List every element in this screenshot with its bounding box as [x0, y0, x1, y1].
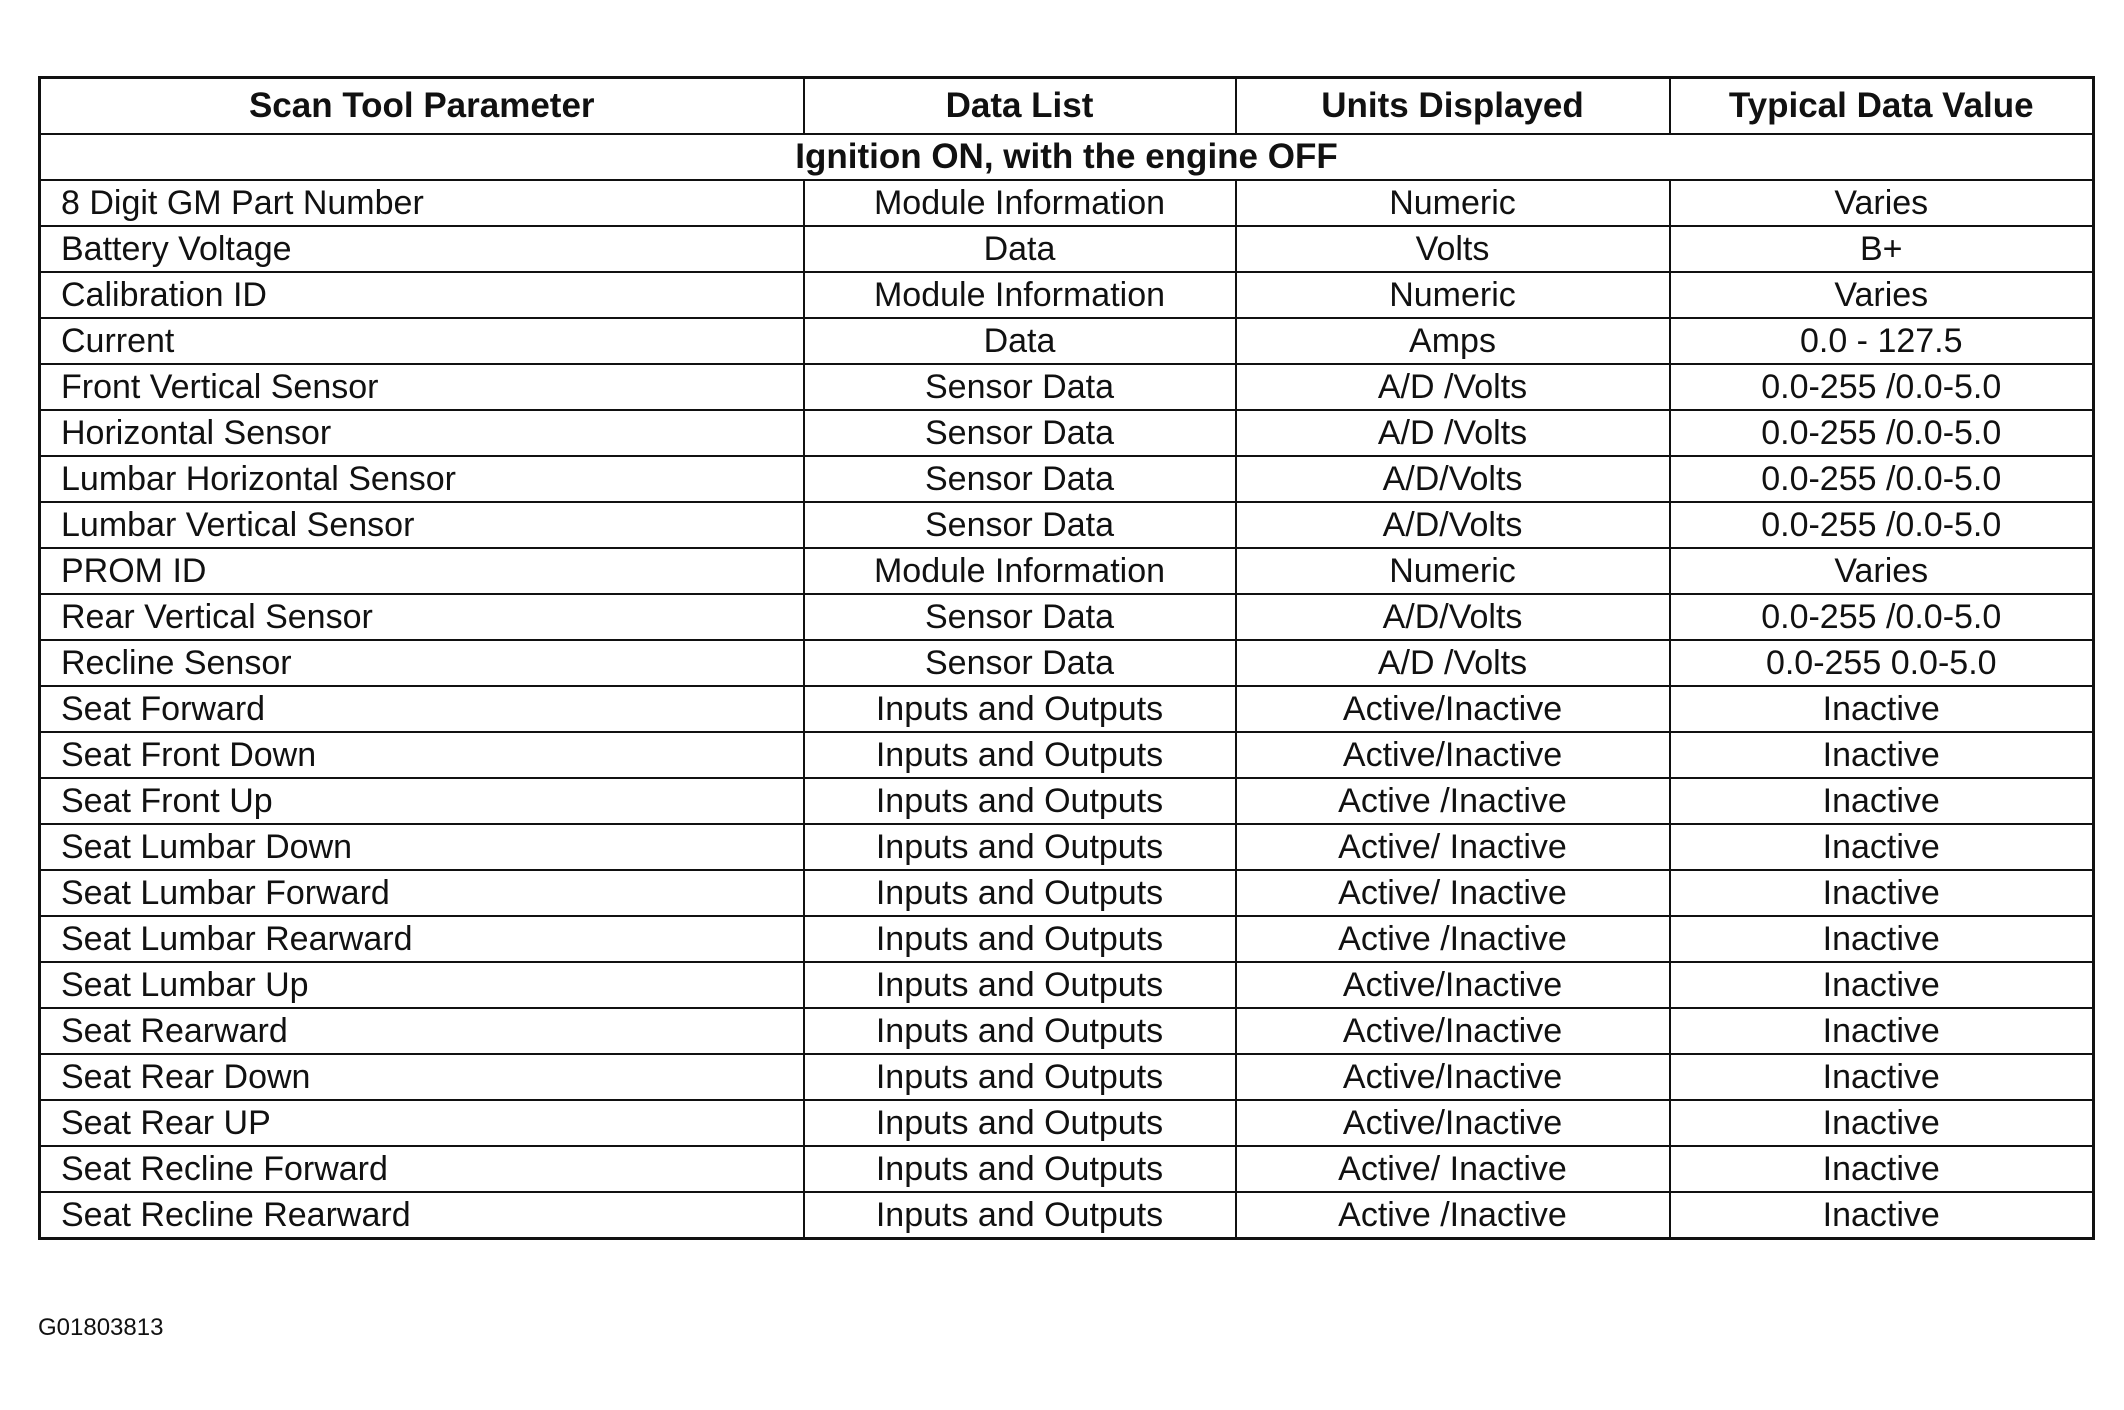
data-list-cell: Inputs and Outputs [804, 1008, 1236, 1054]
parameter-cell: Seat Lumbar Forward [40, 870, 804, 916]
units-cell: A/D/Volts [1236, 502, 1670, 548]
units-cell: Active/Inactive [1236, 1008, 1670, 1054]
parameter-cell: Seat Rear Down [40, 1054, 804, 1100]
table-row [40, 824, 2094, 870]
data-list-cell: Inputs and Outputs [804, 916, 1236, 962]
typical-value-cell: Inactive [1670, 732, 2094, 778]
parameter-cell: 8 Digit GM Part Number [40, 180, 804, 226]
data-list-cell: Module Information [804, 272, 1236, 318]
parameter-cell: Recline Sensor [40, 640, 804, 686]
typical-value-cell: Inactive [1670, 1054, 2094, 1100]
table-row [40, 410, 2094, 456]
typical-value-cell: Inactive [1670, 778, 2094, 824]
table-row [40, 870, 2094, 916]
data-list-cell: Inputs and Outputs [804, 824, 1236, 870]
table-row [40, 180, 2094, 226]
table-row [40, 1192, 2094, 1239]
typical-value-cell: 0.0-255 /0.0-5.0 [1670, 410, 2094, 456]
table-row [40, 226, 2094, 272]
units-cell: Active/ Inactive [1236, 870, 1670, 916]
table-row [40, 1008, 2094, 1054]
parameter-cell: Lumbar Vertical Sensor [40, 502, 804, 548]
units-cell: Active /Inactive [1236, 916, 1670, 962]
parameter-cell: Current [40, 318, 804, 364]
table-row [40, 778, 2094, 824]
data-list-cell: Sensor Data [804, 410, 1236, 456]
data-list-cell: Sensor Data [804, 456, 1236, 502]
units-cell: A/D /Volts [1236, 364, 1670, 410]
parameter-cell: PROM ID [40, 548, 804, 594]
data-list-cell: Data [804, 318, 1236, 364]
data-list-cell: Inputs and Outputs [804, 870, 1236, 916]
data-list-cell: Inputs and Outputs [804, 962, 1236, 1008]
typical-value-cell: Inactive [1670, 1008, 2094, 1054]
data-list-cell: Inputs and Outputs [804, 1192, 1236, 1239]
table-row [40, 318, 2094, 364]
data-list-cell: Sensor Data [804, 640, 1236, 686]
units-cell: Active/Inactive [1236, 1054, 1670, 1100]
parameter-cell: Seat Front Down [40, 732, 804, 778]
typical-value-cell: Inactive [1670, 1192, 2094, 1239]
units-cell: Amps [1236, 318, 1670, 364]
data-list-cell: Inputs and Outputs [804, 732, 1236, 778]
header-scan-tool-parameter: Scan Tool Parameter [40, 78, 804, 135]
figure-id: G01803813 [38, 1314, 164, 1341]
table-row [40, 962, 2094, 1008]
typical-value-cell: B+ [1670, 226, 2094, 272]
typical-value-cell: Varies [1670, 272, 2094, 318]
parameter-cell: Seat Rearward [40, 1008, 804, 1054]
table-body [40, 134, 2094, 1239]
table-row [40, 364, 2094, 410]
data-list-cell: Sensor Data [804, 594, 1236, 640]
data-list-cell: Module Information [804, 180, 1236, 226]
typical-value-cell: 0.0-255 /0.0-5.0 [1670, 364, 2094, 410]
units-cell: Active /Inactive [1236, 1192, 1670, 1239]
typical-value-cell: Inactive [1670, 916, 2094, 962]
typical-value-cell: Inactive [1670, 1146, 2094, 1192]
units-cell: Active/Inactive [1236, 732, 1670, 778]
units-cell: Volts [1236, 226, 1670, 272]
typical-value-cell: 0.0 - 127.5 [1670, 318, 2094, 364]
parameter-cell: Lumbar Horizontal Sensor [40, 456, 804, 502]
typical-value-cell: Varies [1670, 180, 2094, 226]
typical-value-cell: 0.0-255 /0.0-5.0 [1670, 594, 2094, 640]
typical-value-cell: Varies [1670, 548, 2094, 594]
parameter-cell: Seat Forward [40, 686, 804, 732]
units-cell: Active /Inactive [1236, 778, 1670, 824]
units-cell: Numeric [1236, 548, 1670, 594]
parameter-cell: Front Vertical Sensor [40, 364, 804, 410]
table-row [40, 548, 2094, 594]
parameter-cell: Rear Vertical Sensor [40, 594, 804, 640]
typical-value-cell: Inactive [1670, 1100, 2094, 1146]
typical-value-cell: Inactive [1670, 962, 2094, 1008]
units-cell: Numeric [1236, 180, 1670, 226]
parameter-cell: Calibration ID [40, 272, 804, 318]
table-row [40, 594, 2094, 640]
table-row [40, 1146, 2094, 1192]
typical-value-cell: 0.0-255 /0.0-5.0 [1670, 456, 2094, 502]
data-list-cell: Module Information [804, 548, 1236, 594]
units-cell: A/D/Volts [1236, 594, 1670, 640]
section-title: Ignition ON, with the engine OFF [40, 134, 2094, 180]
parameter-cell: Seat Front Up [40, 778, 804, 824]
table-row [40, 1054, 2094, 1100]
units-cell: A/D /Volts [1236, 410, 1670, 456]
units-cell: Active/Inactive [1236, 962, 1670, 1008]
typical-value-cell: Inactive [1670, 870, 2094, 916]
data-list-cell: Sensor Data [804, 364, 1236, 410]
data-list-cell: Inputs and Outputs [804, 778, 1236, 824]
parameter-cell: Seat Lumbar Rearward [40, 916, 804, 962]
data-list-cell: Data [804, 226, 1236, 272]
data-list-cell: Inputs and Outputs [804, 686, 1236, 732]
header-units-displayed: Units Displayed [1236, 78, 1670, 135]
scan-tool-data-table [38, 76, 2095, 1240]
parameter-cell: Seat Recline Forward [40, 1146, 804, 1192]
parameter-cell: Horizontal Sensor [40, 410, 804, 456]
units-cell: Active/Inactive [1236, 1100, 1670, 1146]
header-row [40, 78, 2094, 135]
units-cell: Numeric [1236, 272, 1670, 318]
table-row [40, 640, 2094, 686]
data-list-cell: Sensor Data [804, 502, 1236, 548]
parameter-cell: Seat Lumbar Down [40, 824, 804, 870]
parameter-cell: Battery Voltage [40, 226, 804, 272]
units-cell: Active/Inactive [1236, 686, 1670, 732]
header-typical-data-value: Typical Data Value [1670, 78, 2094, 135]
section-row [40, 134, 2094, 180]
typical-value-cell: 0.0-255 0.0-5.0 [1670, 640, 2094, 686]
header-data-list: Data List [804, 78, 1236, 135]
units-cell: A/D /Volts [1236, 640, 1670, 686]
units-cell: A/D/Volts [1236, 456, 1670, 502]
typical-value-cell: Inactive [1670, 686, 2094, 732]
table-row [40, 1100, 2094, 1146]
units-cell: Active/ Inactive [1236, 824, 1670, 870]
units-cell: Active/ Inactive [1236, 1146, 1670, 1192]
typical-value-cell: 0.0-255 /0.0-5.0 [1670, 502, 2094, 548]
table-row [40, 272, 2094, 318]
table-row [40, 732, 2094, 778]
typical-value-cell: Inactive [1670, 824, 2094, 870]
data-list-cell: Inputs and Outputs [804, 1100, 1236, 1146]
data-list-cell: Inputs and Outputs [804, 1054, 1236, 1100]
parameter-cell: Seat Rear UP [40, 1100, 804, 1146]
data-list-cell: Inputs and Outputs [804, 1146, 1236, 1192]
table-row [40, 456, 2094, 502]
table-row [40, 916, 2094, 962]
parameter-cell: Seat Recline Rearward [40, 1192, 804, 1239]
parameter-cell: Seat Lumbar Up [40, 962, 804, 1008]
table-row [40, 502, 2094, 548]
table-row [40, 686, 2094, 732]
